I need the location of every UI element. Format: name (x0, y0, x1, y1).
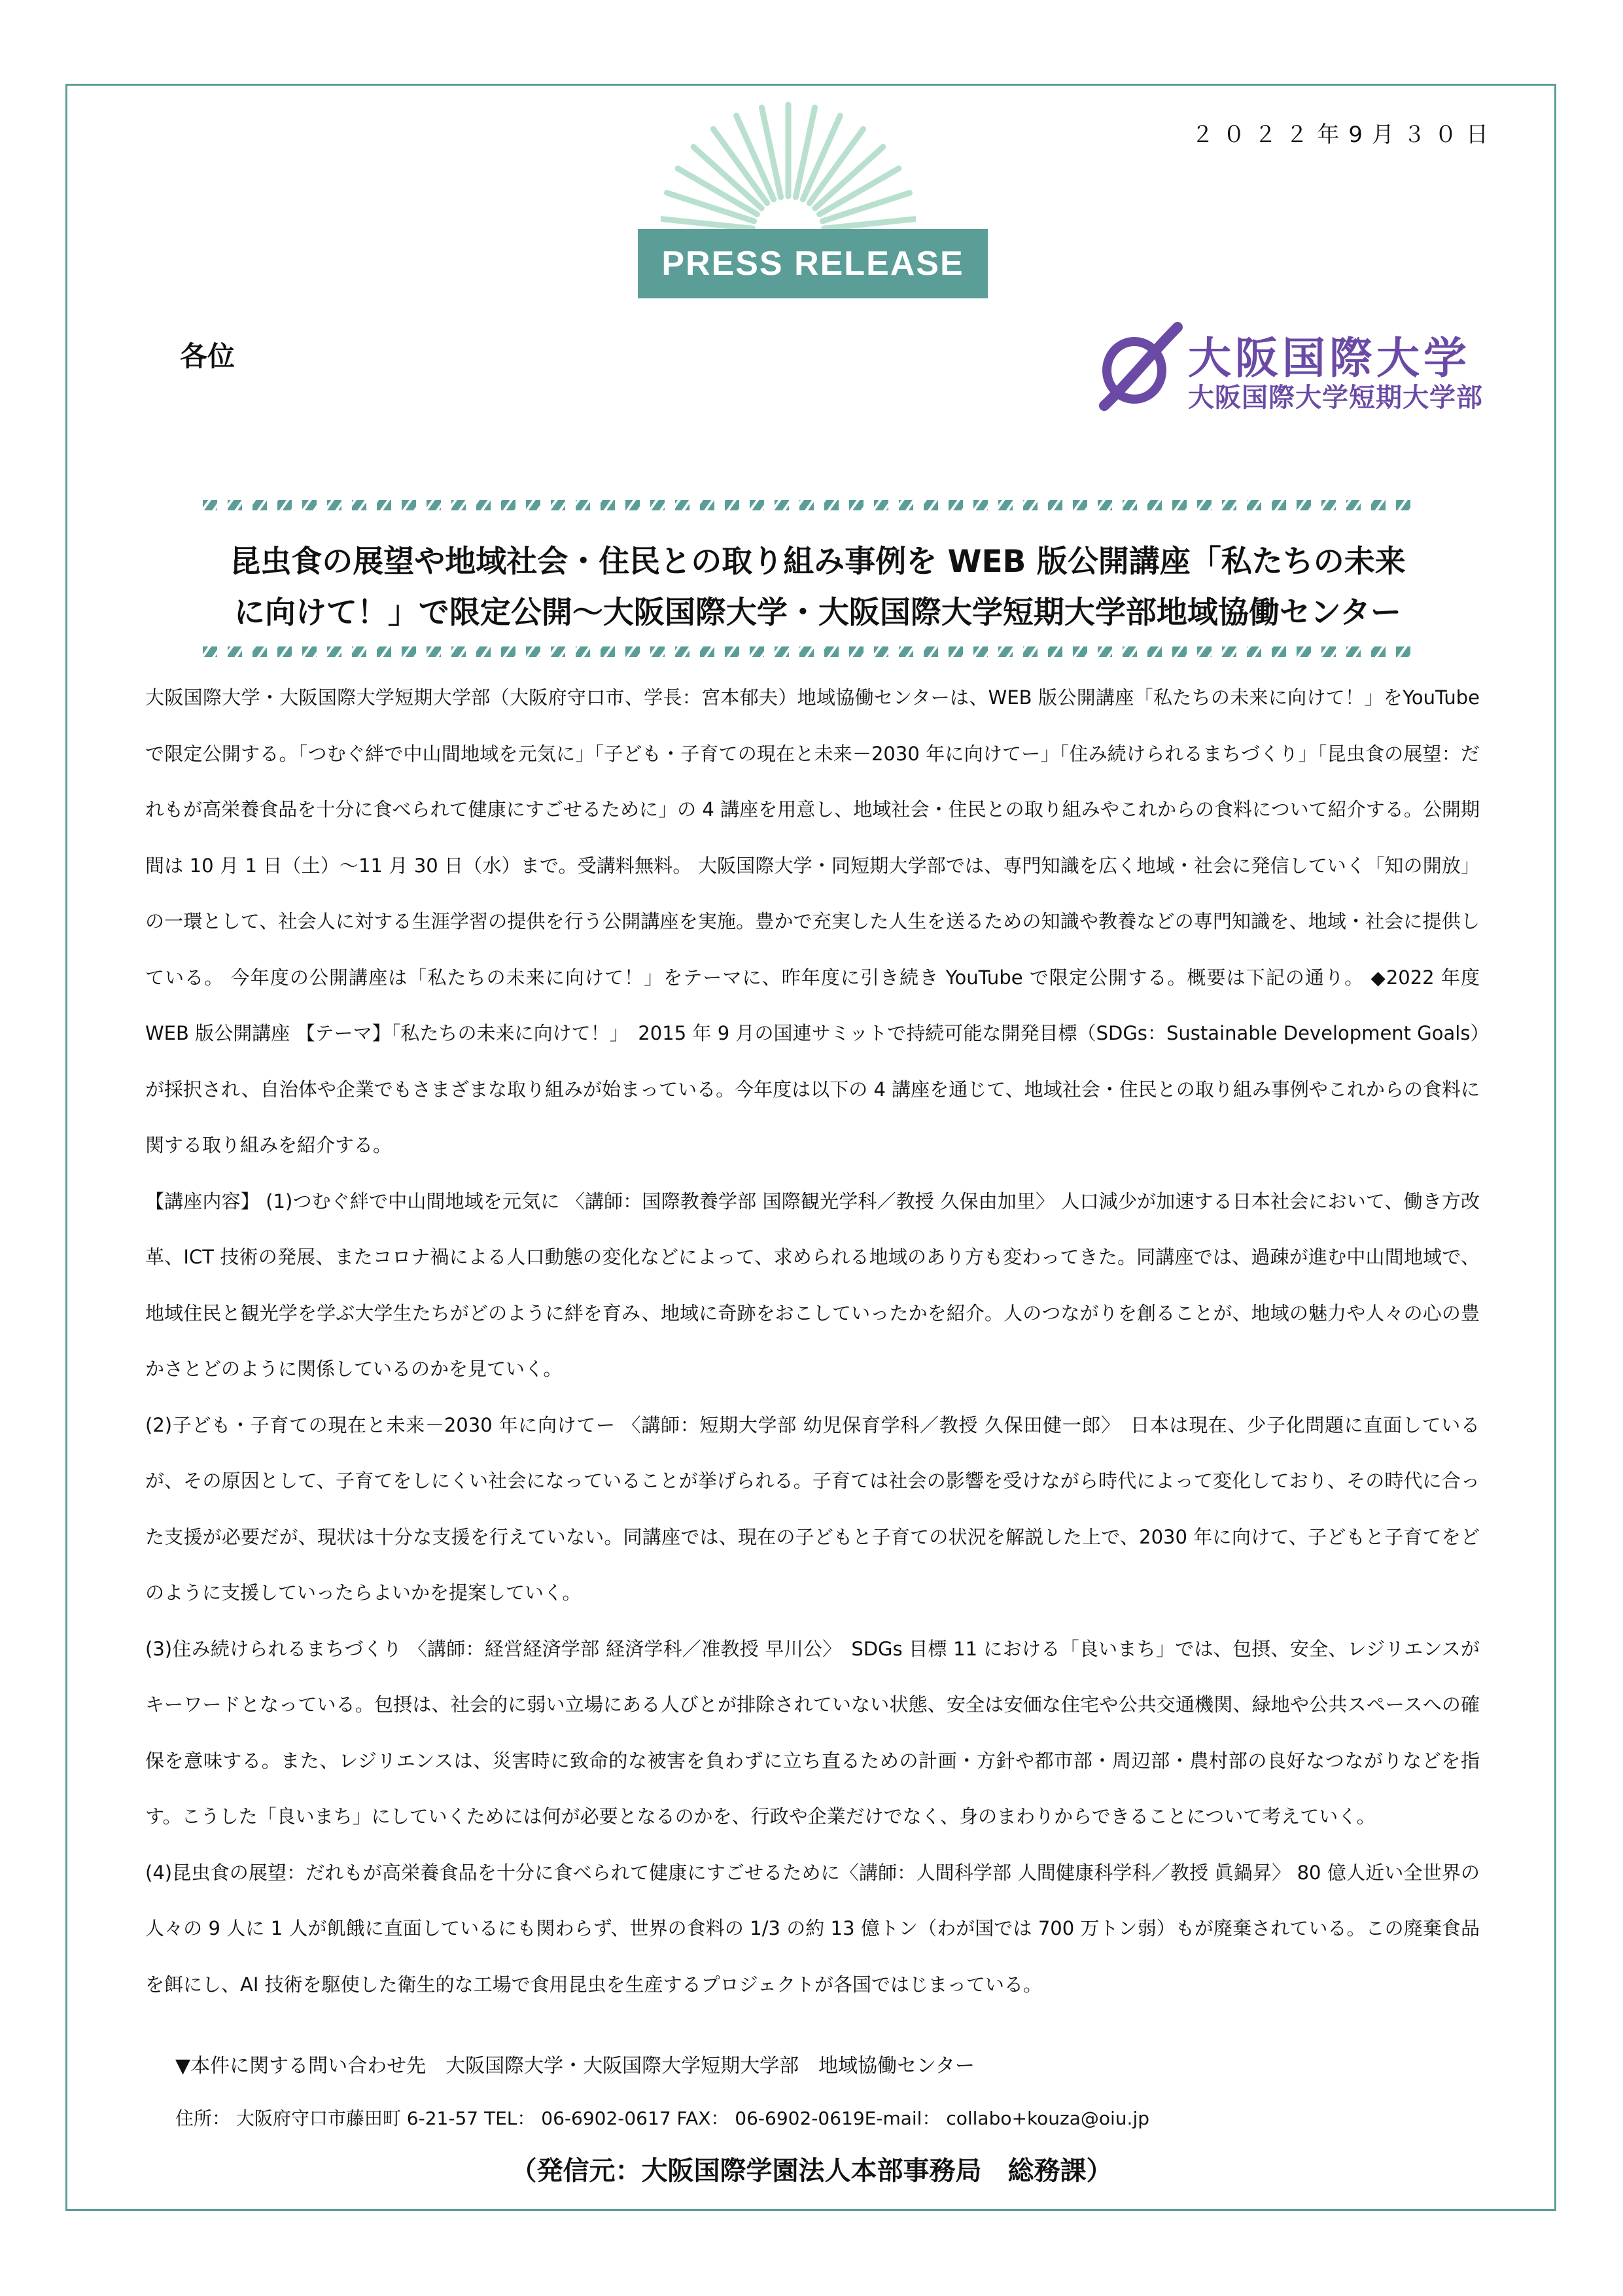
logo-university-name: 大阪国際大学 (1188, 333, 1471, 383)
headline-line-2: に向けて！」で限定公開～大阪国際大学・大阪国際大学短期大学部地域協働センター (234, 595, 1402, 631)
lecture-3-paragraph: (3)住み続けられるまちづくり 〈講師：経営経済学部 経済学科／准教授 早川公〉 SDGs 目標 11 における「良いまち」では、包摂、安全、レジリエンスがキーワードとなっている。包摂は、社会的に弱い立場にある人びとが排除されていない状態、安全は安価な住宅や公共交通機関、緑地や公共スペースへの確保を意味する。また、レジリエンスは、災害時に致命的な被害を負わずに立ち直るための計画・方針や都市部・周辺部・農村部の良好なつながりなどを指す。こうした「良いまち」にしていくためには何が必要となるのかを、行政や企業だけでなく、身のまわりからできることについて考えていく。 (145, 1637, 1480, 1828)
lecture-4-paragraph: (4)昆虫食の展望：だれもが高栄養食品を十分に食べられて健康にすごせるために〈講師：人間科学部 人間健康科学科／教授 眞鍋昇〉 80 億人近い全世界の人々の 9 人に 1 人が飢餓に直面しているにも関わらず、世界の食料の 1/3 の約 13 億トン（わが国では 700 万トン弱）もが廃棄されている。この廃棄食品を餌にし、AI 技術を駆使した衛生的な工場で食用昆虫を生産するプロジェクトが各国ではじまっている。 (145, 1861, 1480, 1996)
address-line: 住所： 大阪府守口市藤田町 6-21-57 TEL： 06-6902-0617 FAX： 06-6902-0619E-mail： collabo+kouza@oiu.jp (175, 2108, 1150, 2129)
university-logo (1091, 322, 1510, 414)
logo-college-name: 大阪国際大学短期大学部 (1188, 383, 1483, 413)
contact-line: ▼本件に関する問い合わせ先 大阪国際大学・大阪国際大学短期大学部 地域協働センター (175, 2055, 975, 2077)
intro-paragraph: 大阪国際大学・大阪国際大学短期大学部（大阪府守口市、学長：宮本郁夫）地域協働センターは、WEB 版公開講座「私たちの未来に向けて！」をYouTube で限定公開する。「つむぐ絆で中山間地域を元気に」「子ども・子育ての現在と未来－2030 年に向けてー」「住み続けられるまちづくり」「昆虫食の展望：だれもが高栄養食品を十分に食べられて健康にすごせるために」の 4 講座を用意し、地域社会・住民との取り組みやこれからの食料について紹介する。公開期間は 10 月 1 日（土）～11 月 30 日（水）まで。受講料無料。 大阪国際大学・同短期大学部では、専門知識を広く地域・社会に発信していく「知の開放」の一環として、社会人に対する生涯学習の提供を行う公開講座を実施。豊かで充実した人生を送るための知識や教養などの専門知識を、地域・社会に提供している。 今年度の公開講座は「私たちの未来に向けて！」をテーマに、昨年度に引き続き YouTube で限定公開する。概要は下記の通り。 ◆2022 年度 WEB 版公開講座 【テーマ】「私たちの未来に向けて！」 2015 年 9 月の国連サミットで持続可能な開発目標（SDGs：Sustainable Development Goals）が採択され、自治体や企業でもさまざまな取り組みが始まっている。今年度は以下の 4 講座を通じて、地域社会・住民との取り組み事例やこれからの食料に関する取り組みを紹介する。 (145, 686, 1480, 1156)
headline-top-rule (203, 500, 1420, 510)
press-release-label: PRESS RELEASE (638, 229, 988, 298)
sunburst-decoration (661, 92, 916, 236)
article-body (145, 670, 1480, 2013)
release-date: ２０２２年9月３０日 (1191, 122, 1497, 148)
headline-bottom-rule (203, 646, 1420, 657)
lecture-1-paragraph: 【講座内容】 (1)つむぐ絆で中山間地域を元気に 〈講師：国際教養学部 国際観光学科／教授 久保由加里〉 人口減少が加速する日本社会において、働き方改革、ICT 技術の発展、またコロナ禍による人口動態の変化などによって、求められる地域のあり方も変わってきた。同講座では、過疎が進む中山間地域で、地域住民と観光学を学ぶ大学生たちがどのように絆を育み、地域に奇跡をおこしていったかを紹介。人のつながりを創ることが、地域の魅力や人々の心の豊かさとどのように関係しているのかを見ていく。 (145, 1190, 1480, 1380)
sunburst-ray (661, 219, 752, 229)
university-emblem-icon (1091, 322, 1186, 414)
headline-line-1: 昆虫食の展望や地域社会・住民との取り組み事例を WEB 版公開講座「私たちの未来 (230, 544, 1406, 580)
lecture-2-paragraph: (2)子ども・子育ての現在と未来－2030 年に向けてー 〈講師：短期大学部 幼児保育学科／教授 久保田健一郎〉 日本は現在、少子化問題に直面しているが、その原因として、子育てをしにくい社会になっていることが挙げられる。子育ては社会の影響を受けながら時代によって変化しており、その時代に合った支援が必要だが、現状は十分な支援を行えていない。同講座では、現在の子どもと子育ての状況を解説した上で、2030 年に向けて、子どもと子育てをどのように支援していったらよいかを提案していく。 (145, 1413, 1480, 1604)
addressee: 各位 (180, 340, 236, 372)
headline (177, 537, 1459, 639)
issuer-line: （発信元：大阪国際学園法人本部事務局 総務課） (510, 2156, 1113, 2186)
sunburst-ray (824, 219, 915, 229)
